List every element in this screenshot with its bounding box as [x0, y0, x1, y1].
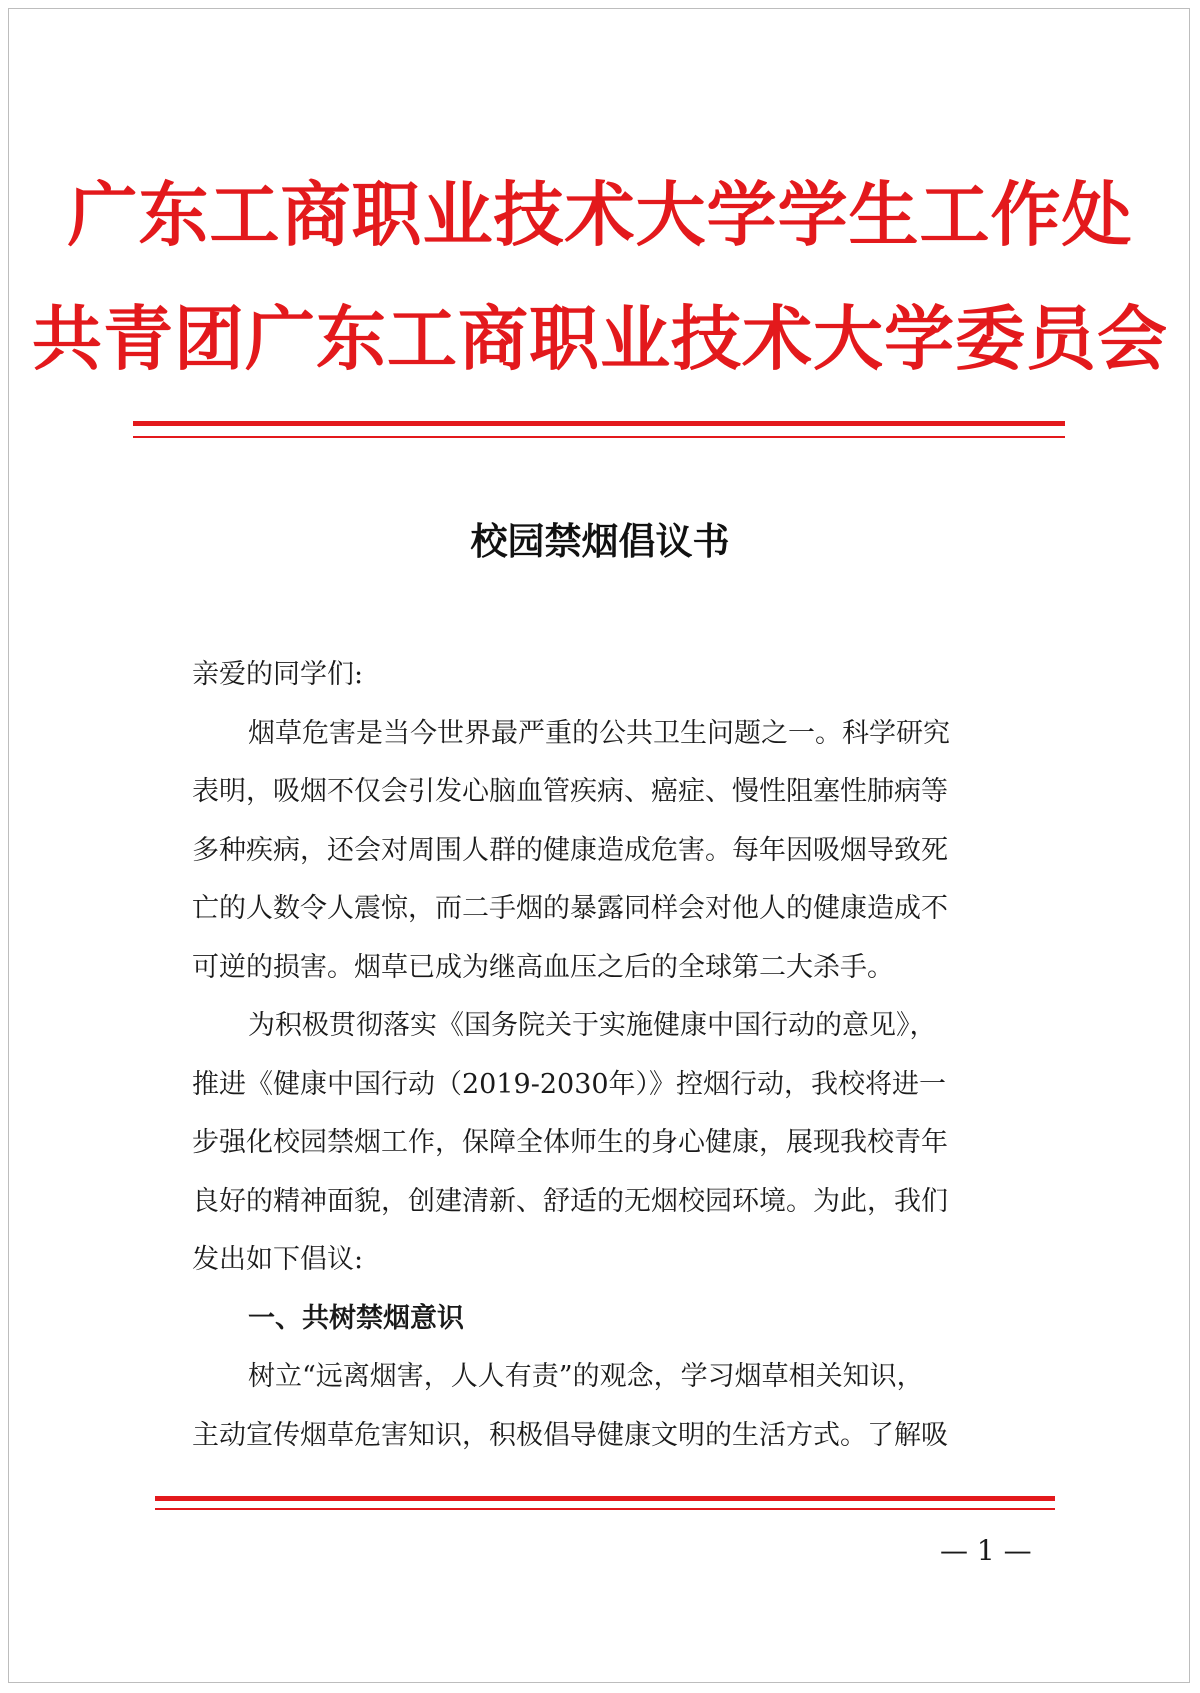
paragraph-line: 为积极贯彻落实《国务院关于实施健康中国行动的意见》， — [248, 1010, 937, 1041]
header-rule-thick — [133, 421, 1065, 426]
header-rule-thin — [133, 436, 1065, 438]
paragraph-line: 亡的人数令人震惊，而二手烟的暴露同样会对他人的健康造成不 — [192, 893, 948, 924]
section-heading: 一、共树禁烟意识 — [248, 1302, 464, 1334]
page-number: — 1 — — [940, 1534, 1032, 1567]
paragraph-line: 主动宣传烟草危害知识，积极倡导健康文明的生活方式。了解吸 — [192, 1419, 948, 1451]
paragraph-line: 推进《健康中国行动（2019-2030年）》控烟行动，我校将进一 — [192, 1068, 947, 1100]
footer-rule-thin — [155, 1508, 1055, 1510]
salutation: 亲爱的同学们: — [192, 659, 364, 690]
paragraph-line: 良好的精神面貌，创建清新、舒适的无烟校园环境。为此，我们 — [192, 1185, 948, 1217]
paragraph-line: 可逆的损害。烟草已成为继高血压之后的全球第二大杀手。 — [192, 951, 894, 983]
paragraph-line: 发出如下倡议: — [192, 1244, 364, 1275]
paragraph-line: 步强化校园禁烟工作，保障全体师生的身心健康，展现我校青年 — [192, 1127, 948, 1158]
paragraph-line: 多种疾病，还会对周围人群的健康造成危害。每年因吸烟导致死 — [192, 834, 948, 866]
paragraph-line: 烟草危害是当今世界最严重的公共卫生问题之一。科学研究 — [248, 717, 950, 749]
issuer-line-2: 共青团广东工商职业技术大学委员会 — [32, 297, 1168, 380]
paragraph-line: 表明，吸烟不仅会引发心脑血管疾病、癌症、慢性阻塞性肺病等 — [192, 776, 948, 807]
paragraph-line: 树立“远离烟害，人人有责”的观念，学习烟草相关知识， — [248, 1361, 924, 1392]
document-body — [192, 646, 1022, 1465]
issuer-line-1: 广东工商职业技术大学学生工作处 — [67, 173, 1133, 256]
footer-rule-thick — [155, 1496, 1055, 1501]
document-title: 校园禁烟倡议书 — [470, 519, 730, 563]
